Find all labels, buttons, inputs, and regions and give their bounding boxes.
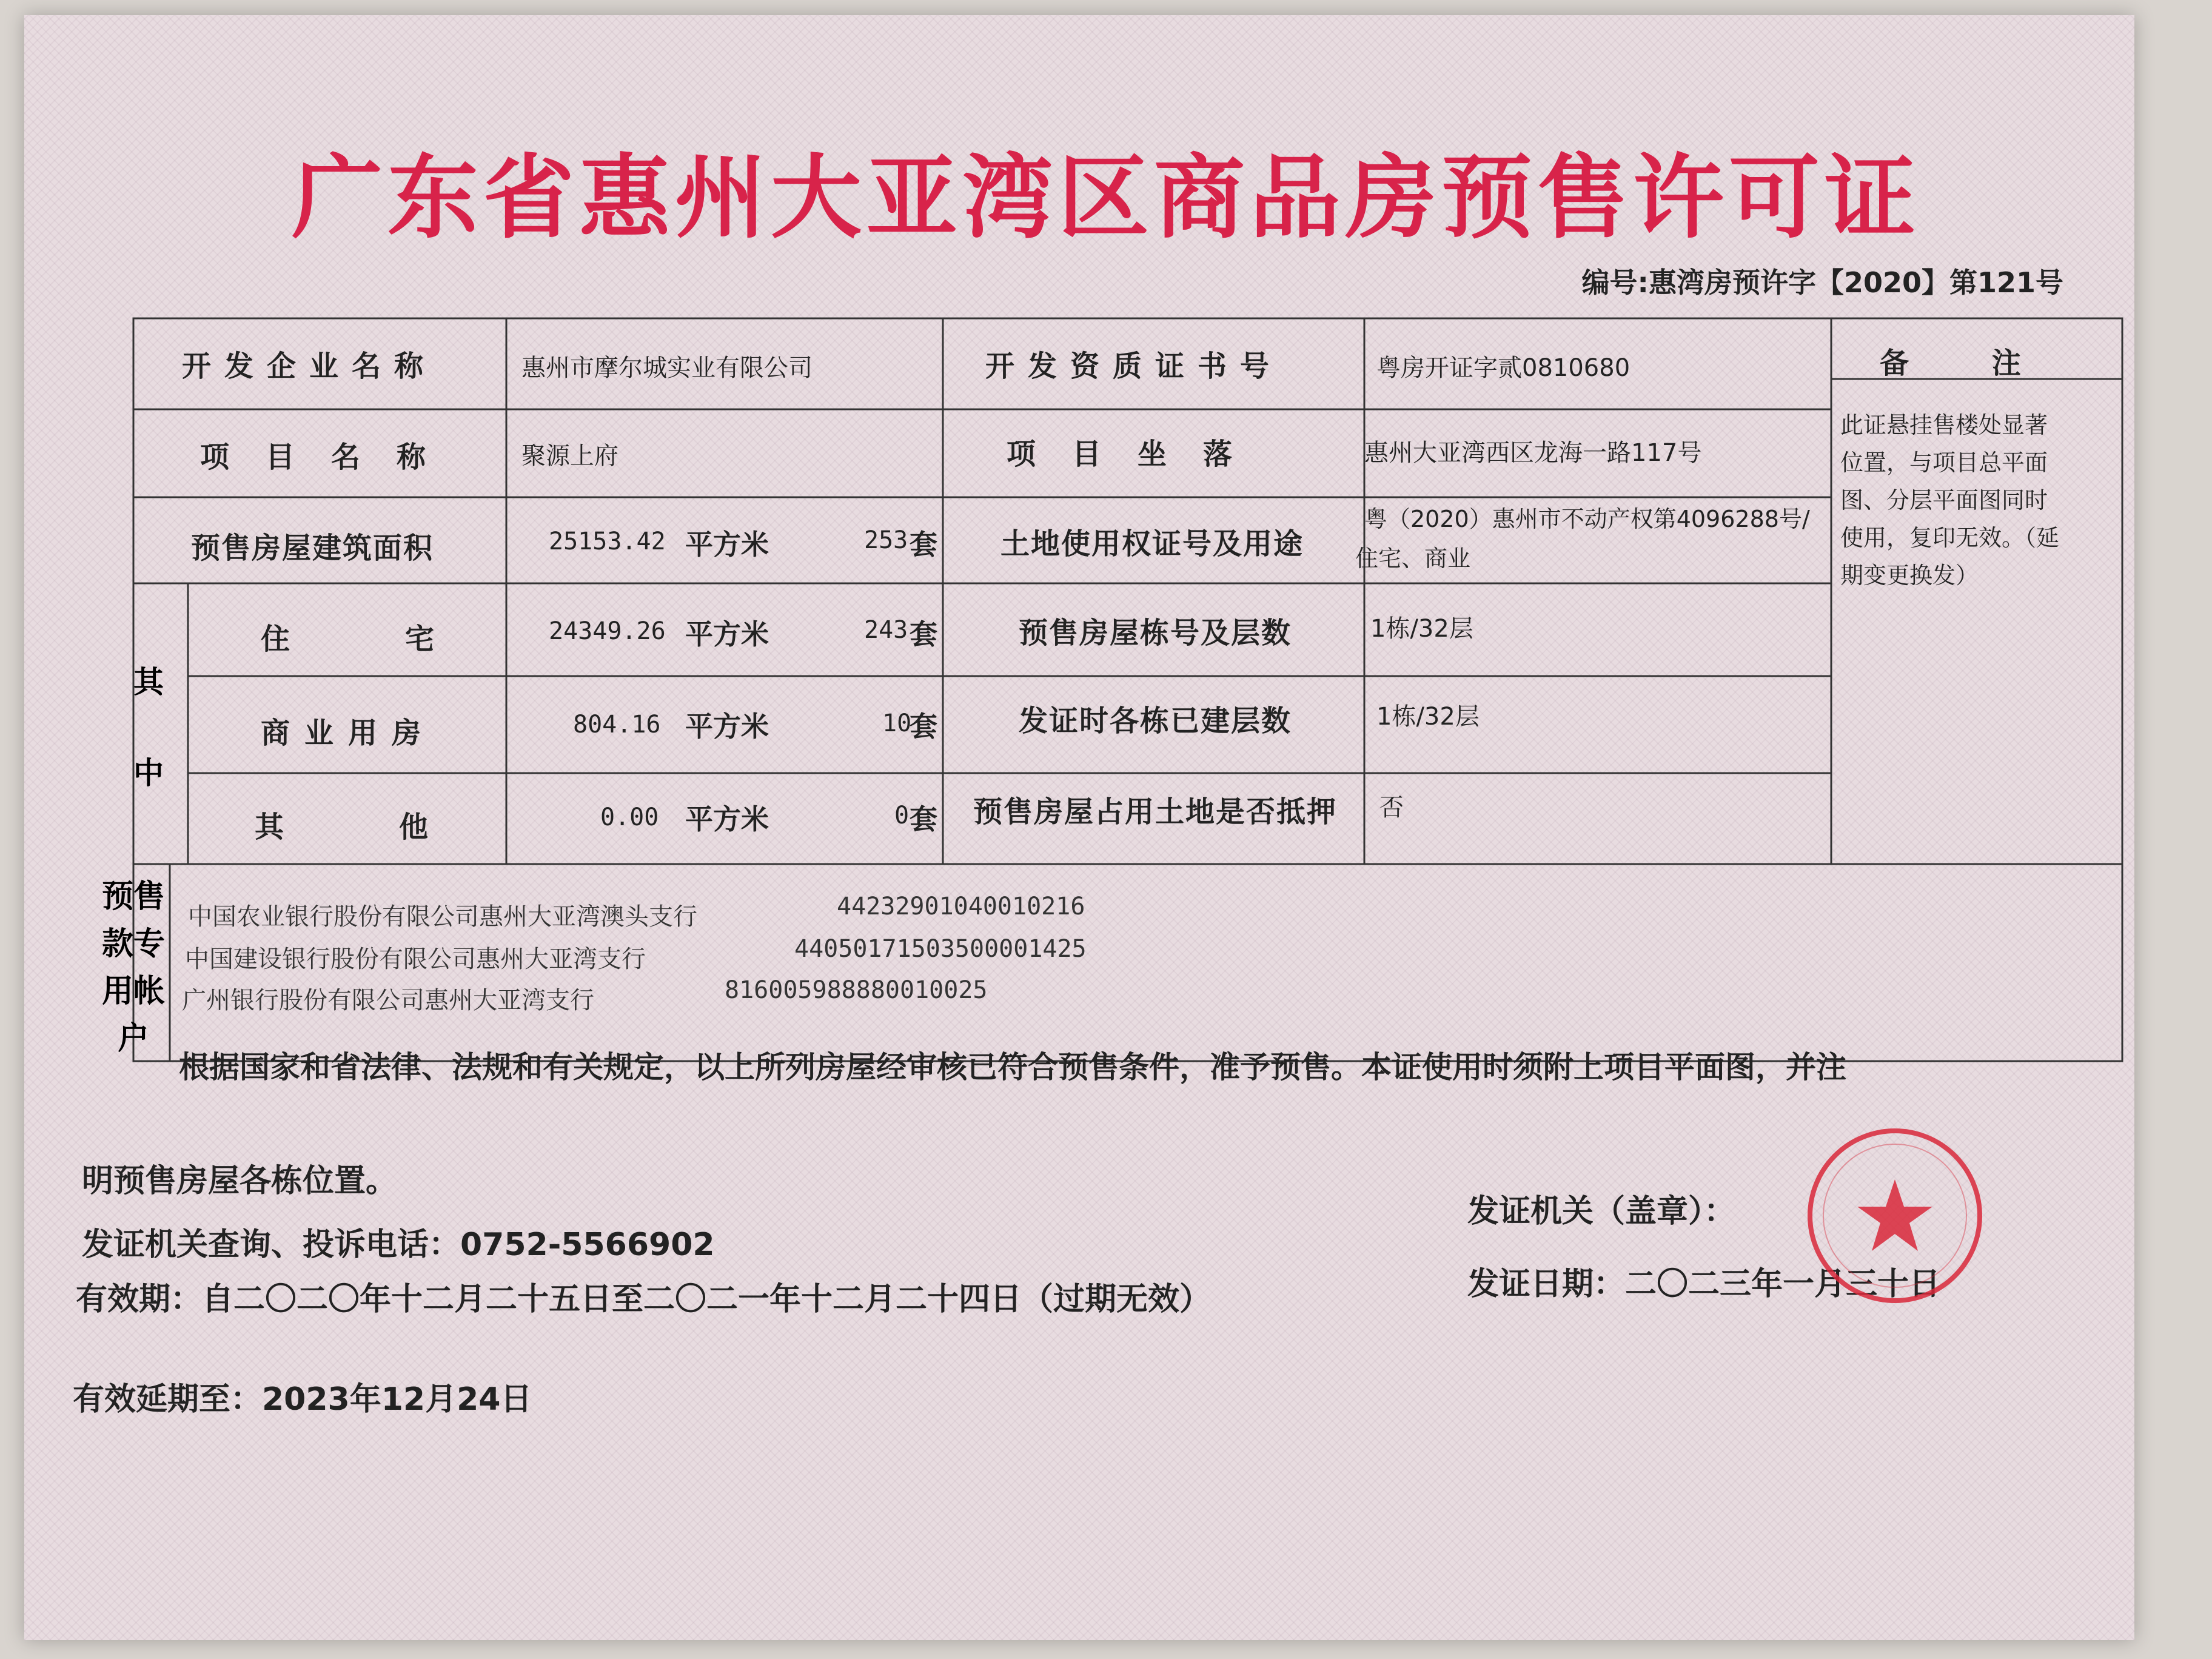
label-developer: 开发企业名称	[182, 349, 437, 383]
account-bank-3: 广州银行股份有限公司惠州大亚湾支行	[182, 987, 594, 1014]
label-commercial: 商业用房	[261, 716, 436, 750]
official-seal	[1804, 1125, 1986, 1307]
label-account: 预售款专用帐户	[101, 879, 165, 1057]
value-other-sets: 0	[894, 802, 910, 830]
account-number-3: 816005988880010025	[725, 976, 988, 1004]
remark-text: 此证悬挂售楼处显著位置，与项目总平面图、分层平面图同时使用，复印无效。（延期变更换发）	[1840, 412, 2060, 589]
statement-line-1: 根据国家和省法律、法规和有关规定，以上所列房屋经审核已符合预售条件，准予预售。本证使用时须附上项目平面图，并注	[179, 1050, 1846, 1085]
certificate-number: 编号:惠湾房预许字【2020】第121号	[1581, 266, 2063, 299]
validity-extension: 有效延期至：2023年12月24日	[73, 1381, 532, 1418]
label-building-floors: 预售房屋栋号及层数	[1019, 616, 1292, 650]
certificate-title: 广东省惠州大亚湾区商品房预售许可证	[291, 144, 1920, 251]
label-built-floors: 发证时各栋已建层数	[1019, 704, 1292, 738]
value-presale-area: 25153.42	[549, 528, 666, 555]
value-presale-sets: 253	[864, 526, 908, 554]
unit-sqm-other: 平方米	[685, 803, 769, 836]
unit-set-commercial: 套	[910, 710, 937, 743]
label-mortgaged: 预售房屋占用土地是否抵押	[973, 795, 1338, 829]
label-remark: 备 注	[1880, 346, 2057, 380]
value-residential-sets: 243	[864, 616, 908, 644]
validity-period: 有效期：自二〇二〇年十二月二十五日至二〇二一年十二月二十四日（过期无效）	[76, 1281, 1212, 1318]
value-residential-area: 24349.26	[549, 617, 666, 645]
value-built-floors: 1栋/32层	[1376, 703, 1480, 731]
value-project: 聚源上府	[521, 442, 618, 470]
value-location: 惠州大亚湾西区龙海一路117号	[1364, 439, 1702, 467]
unit-sqm-residential: 平方米	[685, 618, 769, 651]
unit-set-residential: 套	[910, 618, 937, 651]
complaint-phone: 发证机关查询、投诉电话：0752-5566902	[82, 1227, 715, 1263]
label-land-cert: 土地使用权证号及用途	[1000, 527, 1304, 561]
statement-line-2: 明预售房屋各栋位置。	[82, 1163, 398, 1199]
account-bank-2: 中国建设银行股份有限公司惠州大亚湾支行	[185, 945, 646, 973]
label-presale-area: 预售房屋建筑面积	[191, 531, 434, 565]
value-other-area: 0.00	[600, 803, 659, 831]
value-developer: 惠州市摩尔城实业有限公司	[521, 354, 813, 382]
value-building-floors: 1栋/32层	[1370, 615, 1473, 643]
label-residential: 住宅	[261, 622, 550, 656]
unit-sqm-presale: 平方米	[685, 528, 769, 561]
value-commercial-area: 804.16	[573, 711, 661, 739]
value-land-cert-1: 粤（2020）惠州市不动产权第4096288号/	[1364, 506, 1810, 532]
label-qual-cert: 开发资质证书号	[985, 349, 1283, 383]
unit-sqm-commercial: 平方米	[685, 710, 769, 743]
label-other: 其他	[255, 810, 544, 844]
unit-set-presale: 套	[910, 528, 937, 561]
issue-date: 发证日期：二〇二三年一月三十日	[1467, 1266, 1941, 1302]
account-number-1: 44232901040010216	[837, 893, 1085, 920]
value-mortgaged: 否	[1379, 794, 1404, 822]
value-land-cert-2: 住宅、商业	[1355, 545, 1471, 572]
issuing-authority: 发证机关（盖章）：	[1467, 1193, 1736, 1230]
account-number-2: 44050171503500001425	[794, 935, 1087, 963]
unit-set-other: 套	[910, 803, 937, 836]
value-qual-cert: 粤房开证字贰0810680	[1376, 354, 1631, 382]
value-commercial-sets: 10	[882, 709, 912, 737]
label-among: 其中	[133, 665, 164, 791]
label-project: 项目名称	[200, 440, 463, 474]
label-location: 项目坐落	[1007, 437, 1269, 471]
account-bank-1: 中国农业银行股份有限公司惠州大亚湾澳头支行	[188, 903, 697, 931]
